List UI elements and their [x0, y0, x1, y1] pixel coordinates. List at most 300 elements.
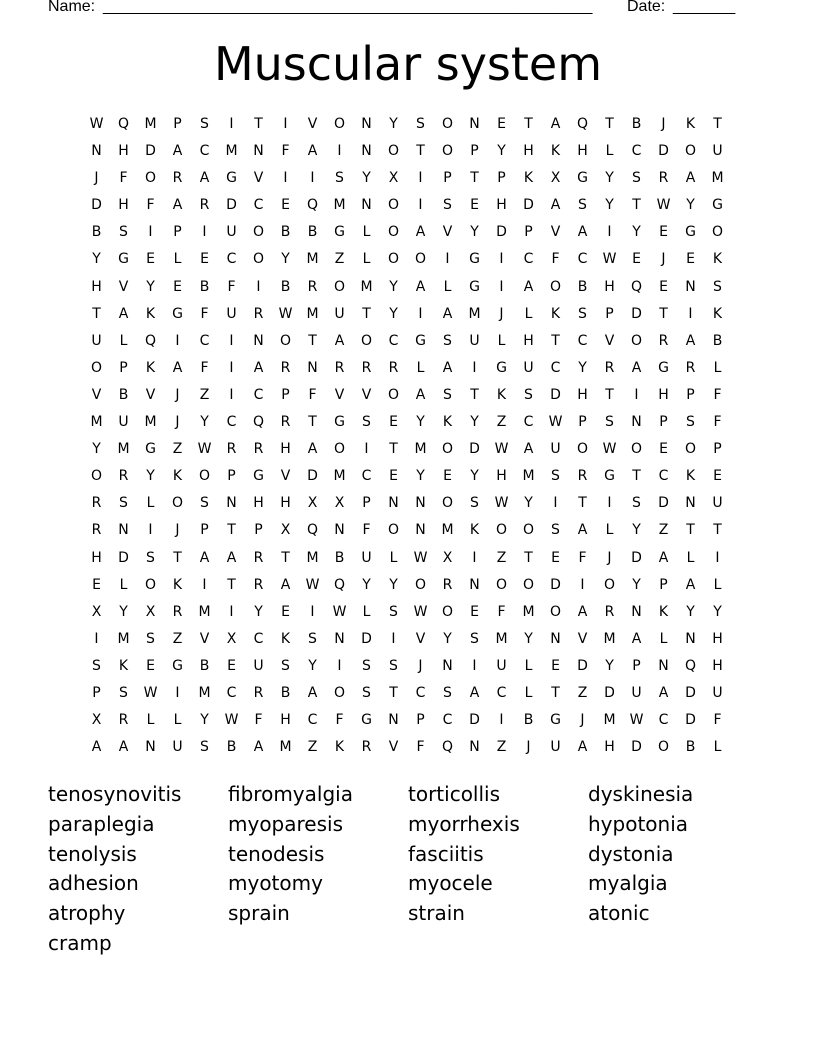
- grid-letter[interactable]: I: [499, 278, 504, 295]
- grid-letter[interactable]: E: [470, 603, 479, 620]
- grid-letter[interactable]: C: [631, 143, 642, 160]
- grid-letter[interactable]: H: [523, 143, 534, 160]
- grid-letter[interactable]: Y: [605, 197, 614, 214]
- grid-letter[interactable]: D: [577, 657, 588, 674]
- grid-letter[interactable]: U: [91, 332, 102, 349]
- grid-letter[interactable]: L: [362, 224, 371, 241]
- grid-letter[interactable]: I: [202, 576, 207, 593]
- grid-letter[interactable]: P: [443, 170, 452, 187]
- grid-letter[interactable]: Y: [119, 603, 128, 620]
- grid-letter[interactable]: E: [497, 116, 506, 132]
- grid-letter[interactable]: I: [499, 712, 504, 729]
- grid-letter[interactable]: R: [361, 359, 372, 376]
- grid-letter[interactable]: G: [658, 359, 669, 376]
- grid-letter[interactable]: V: [199, 630, 210, 647]
- grid-letter[interactable]: Z: [496, 739, 507, 756]
- grid-letter[interactable]: V: [118, 278, 129, 295]
- grid-letter[interactable]: I: [634, 386, 639, 403]
- grid-letter[interactable]: E: [227, 657, 236, 674]
- grid-letter[interactable]: Y: [578, 359, 587, 376]
- grid-letter[interactable]: Q: [252, 414, 265, 431]
- grid-letter[interactable]: C: [226, 414, 237, 431]
- grid-letter[interactable]: O: [522, 522, 535, 539]
- grid-letter[interactable]: F: [416, 739, 425, 756]
- grid-letter[interactable]: L: [713, 359, 722, 376]
- grid-letter[interactable]: L: [605, 143, 614, 160]
- grid-letter[interactable]: Y: [200, 414, 209, 431]
- grid-letter[interactable]: Y: [92, 251, 101, 268]
- grid-letter[interactable]: Y: [200, 712, 209, 729]
- grid-letter[interactable]: X: [145, 603, 156, 620]
- grid-letter[interactable]: Y: [470, 224, 479, 241]
- grid-letter[interactable]: T: [389, 441, 398, 458]
- grid-letter[interactable]: L: [146, 712, 155, 729]
- grid-letter[interactable]: S: [389, 603, 398, 620]
- grid-letter[interactable]: N: [361, 116, 372, 132]
- grid-letter[interactable]: F: [308, 386, 317, 403]
- grid-letter[interactable]: E: [92, 576, 101, 593]
- grid-letter[interactable]: O: [387, 197, 400, 214]
- grid-letter[interactable]: O: [603, 576, 616, 593]
- grid-letter[interactable]: N: [415, 495, 426, 512]
- grid-letter[interactable]: O: [684, 441, 697, 458]
- grid-letter[interactable]: I: [148, 522, 153, 539]
- grid-letter[interactable]: A: [199, 170, 210, 187]
- grid-letter[interactable]: Z: [577, 684, 588, 701]
- grid-letter[interactable]: L: [119, 332, 128, 349]
- grid-letter[interactable]: K: [496, 386, 507, 403]
- grid-letter[interactable]: I: [418, 170, 423, 187]
- grid-letter[interactable]: A: [172, 197, 183, 214]
- grid-letter[interactable]: K: [658, 603, 669, 620]
- grid-letter[interactable]: W: [278, 305, 293, 322]
- grid-letter[interactable]: Y: [308, 657, 317, 674]
- grid-letter[interactable]: S: [470, 495, 479, 512]
- grid-letter[interactable]: I: [229, 386, 234, 403]
- grid-letter[interactable]: I: [688, 305, 693, 322]
- grid-letter[interactable]: A: [253, 739, 264, 756]
- grid-letter[interactable]: A: [226, 549, 237, 566]
- grid-letter[interactable]: N: [415, 522, 426, 539]
- grid-letter[interactable]: N: [253, 143, 264, 160]
- grid-letter[interactable]: Q: [306, 522, 319, 539]
- grid-letter[interactable]: H: [604, 739, 615, 756]
- grid-letter[interactable]: R: [442, 576, 453, 593]
- grid-letter[interactable]: N: [631, 603, 642, 620]
- grid-letter[interactable]: R: [280, 359, 291, 376]
- grid-letter[interactable]: R: [361, 739, 372, 756]
- grid-letter[interactable]: N: [91, 143, 102, 160]
- grid-letter[interactable]: S: [713, 278, 722, 295]
- grid-letter[interactable]: O: [387, 386, 400, 403]
- grid-letter[interactable]: M: [117, 441, 130, 458]
- grid-letter[interactable]: I: [553, 495, 558, 512]
- grid-letter[interactable]: I: [229, 116, 234, 132]
- grid-letter[interactable]: L: [173, 251, 182, 268]
- grid-letter[interactable]: W: [305, 576, 320, 593]
- grid-letter[interactable]: H: [577, 143, 588, 160]
- grid-letter[interactable]: M: [306, 305, 319, 322]
- grid-letter[interactable]: I: [310, 603, 315, 620]
- grid-letter[interactable]: Y: [389, 305, 398, 322]
- grid-letter[interactable]: O: [495, 576, 508, 593]
- grid-letter[interactable]: G: [469, 278, 480, 295]
- grid-letter[interactable]: P: [686, 386, 695, 403]
- grid-letter[interactable]: U: [550, 739, 561, 756]
- grid-letter[interactable]: A: [415, 224, 426, 241]
- grid-letter[interactable]: X: [307, 495, 318, 512]
- grid-letter[interactable]: C: [226, 684, 237, 701]
- grid-letter[interactable]: Y: [524, 495, 533, 512]
- grid-letter[interactable]: H: [712, 657, 723, 674]
- grid-letter[interactable]: C: [658, 712, 669, 729]
- grid-letter[interactable]: A: [334, 332, 345, 349]
- grid-letter[interactable]: I: [472, 549, 477, 566]
- grid-letter[interactable]: S: [443, 386, 452, 403]
- grid-letter[interactable]: B: [280, 224, 291, 241]
- grid-letter[interactable]: S: [200, 495, 209, 512]
- grid-letter[interactable]: G: [361, 712, 372, 729]
- grid-letter[interactable]: F: [227, 278, 236, 295]
- grid-letter[interactable]: B: [91, 224, 102, 241]
- grid-letter[interactable]: A: [118, 305, 129, 322]
- grid-letter[interactable]: X: [226, 630, 237, 647]
- grid-letter[interactable]: E: [659, 224, 668, 241]
- grid-letter[interactable]: P: [92, 684, 101, 701]
- grid-letter[interactable]: D: [631, 549, 642, 566]
- grid-letter[interactable]: V: [442, 224, 453, 241]
- grid-letter[interactable]: B: [199, 278, 210, 295]
- grid-letter[interactable]: K: [523, 170, 534, 187]
- grid-letter[interactable]: L: [389, 549, 398, 566]
- grid-letter[interactable]: N: [631, 414, 642, 431]
- grid-letter[interactable]: K: [145, 305, 156, 322]
- grid-letter[interactable]: W: [548, 414, 563, 431]
- grid-letter[interactable]: S: [389, 657, 398, 674]
- grid-letter[interactable]: R: [91, 522, 102, 539]
- grid-letter[interactable]: M: [306, 251, 319, 268]
- grid-letter[interactable]: V: [550, 224, 561, 241]
- grid-letter[interactable]: E: [173, 278, 182, 295]
- name-field[interactable]: _______________________________________________________: [103, 0, 593, 15]
- grid-letter[interactable]: Q: [684, 657, 697, 674]
- grid-letter[interactable]: L: [362, 603, 371, 620]
- grid-letter[interactable]: Y: [443, 630, 452, 647]
- grid-letter[interactable]: O: [711, 224, 724, 241]
- grid-letter[interactable]: I: [607, 495, 612, 512]
- grid-letter[interactable]: Y: [389, 576, 398, 593]
- grid-letter[interactable]: G: [577, 170, 588, 187]
- grid-letter[interactable]: O: [333, 441, 346, 458]
- grid-letter[interactable]: G: [415, 332, 426, 349]
- grid-letter[interactable]: E: [551, 657, 560, 674]
- grid-letter[interactable]: O: [549, 603, 562, 620]
- grid-letter[interactable]: H: [280, 712, 291, 729]
- grid-letter[interactable]: T: [470, 386, 479, 403]
- grid-letter[interactable]: S: [362, 657, 371, 674]
- grid-letter[interactable]: C: [253, 197, 264, 214]
- grid-letter[interactable]: D: [469, 712, 480, 729]
- grid-letter[interactable]: F: [335, 712, 344, 729]
- grid-letter[interactable]: R: [253, 441, 264, 458]
- grid-letter[interactable]: M: [117, 630, 130, 647]
- grid-letter[interactable]: Q: [117, 116, 130, 132]
- grid-letter[interactable]: M: [441, 522, 454, 539]
- grid-letter[interactable]: U: [226, 305, 237, 322]
- grid-letter[interactable]: I: [148, 224, 153, 241]
- grid-letter[interactable]: B: [307, 224, 318, 241]
- grid-letter[interactable]: T: [578, 495, 587, 512]
- grid-letter[interactable]: Y: [389, 116, 398, 132]
- grid-letter[interactable]: O: [441, 143, 454, 160]
- grid-letter[interactable]: N: [550, 630, 561, 647]
- grid-letter[interactable]: S: [551, 468, 560, 485]
- grid-letter[interactable]: A: [550, 197, 561, 214]
- grid-letter[interactable]: S: [92, 657, 101, 674]
- grid-letter[interactable]: O: [576, 441, 589, 458]
- grid-letter[interactable]: C: [199, 143, 210, 160]
- grid-letter[interactable]: C: [577, 251, 588, 268]
- grid-letter[interactable]: M: [468, 305, 481, 322]
- grid-letter[interactable]: P: [659, 576, 668, 593]
- grid-letter[interactable]: A: [307, 441, 318, 458]
- grid-letter[interactable]: F: [254, 712, 263, 729]
- grid-letter[interactable]: Y: [686, 197, 695, 214]
- grid-letter[interactable]: E: [686, 251, 695, 268]
- grid-letter[interactable]: Y: [254, 603, 263, 620]
- grid-letter[interactable]: R: [334, 359, 345, 376]
- grid-letter[interactable]: X: [388, 170, 399, 187]
- grid-letter[interactable]: W: [332, 603, 347, 620]
- grid-letter[interactable]: T: [389, 684, 398, 701]
- grid-letter[interactable]: C: [523, 251, 534, 268]
- grid-letter[interactable]: C: [550, 359, 561, 376]
- grid-letter[interactable]: S: [200, 116, 209, 132]
- grid-letter[interactable]: T: [524, 549, 533, 566]
- grid-letter[interactable]: Q: [333, 576, 346, 593]
- grid-letter[interactable]: W: [602, 441, 617, 458]
- grid-letter[interactable]: O: [90, 359, 103, 376]
- grid-letter[interactable]: C: [307, 712, 318, 729]
- grid-letter[interactable]: T: [308, 332, 317, 349]
- grid-letter[interactable]: W: [494, 495, 509, 512]
- grid-letter[interactable]: D: [145, 143, 156, 160]
- grid-letter[interactable]: U: [712, 684, 723, 701]
- grid-letter[interactable]: C: [658, 468, 669, 485]
- grid-letter[interactable]: W: [143, 684, 158, 701]
- grid-letter[interactable]: D: [631, 739, 642, 756]
- grid-letter[interactable]: A: [442, 305, 453, 322]
- grid-letter[interactable]: D: [631, 305, 642, 322]
- grid-letter[interactable]: J: [580, 712, 585, 729]
- grid-letter[interactable]: K: [712, 305, 723, 322]
- grid-letter[interactable]: U: [253, 657, 264, 674]
- grid-letter[interactable]: Q: [144, 332, 157, 349]
- grid-letter[interactable]: F: [281, 143, 290, 160]
- grid-letter[interactable]: W: [494, 441, 509, 458]
- grid-letter[interactable]: M: [333, 197, 346, 214]
- grid-letter[interactable]: C: [388, 332, 399, 349]
- grid-letter[interactable]: S: [686, 414, 695, 431]
- grid-letter[interactable]: G: [604, 468, 615, 485]
- grid-letter[interactable]: Y: [524, 630, 533, 647]
- grid-letter[interactable]: R: [388, 359, 399, 376]
- grid-letter[interactable]: U: [631, 684, 642, 701]
- grid-letter[interactable]: T: [605, 386, 614, 403]
- grid-letter[interactable]: I: [445, 251, 450, 268]
- grid-letter[interactable]: T: [659, 305, 668, 322]
- grid-letter[interactable]: K: [172, 468, 183, 485]
- grid-letter[interactable]: P: [173, 116, 182, 132]
- grid-letter[interactable]: D: [658, 495, 669, 512]
- grid-letter[interactable]: N: [685, 630, 696, 647]
- grid-letter[interactable]: M: [603, 712, 616, 729]
- grid-letter[interactable]: I: [283, 116, 288, 132]
- grid-letter[interactable]: O: [630, 332, 643, 349]
- grid-letter[interactable]: M: [333, 468, 346, 485]
- grid-letter[interactable]: P: [200, 522, 209, 539]
- grid-letter[interactable]: E: [659, 278, 668, 295]
- grid-letter[interactable]: A: [577, 224, 588, 241]
- grid-letter[interactable]: B: [280, 278, 291, 295]
- grid-letter[interactable]: O: [333, 116, 346, 132]
- grid-letter[interactable]: J: [175, 522, 180, 539]
- grid-letter[interactable]: D: [469, 441, 480, 458]
- grid-letter[interactable]: H: [604, 278, 615, 295]
- grid-letter[interactable]: Y: [362, 576, 371, 593]
- grid-letter[interactable]: Y: [92, 441, 101, 458]
- grid-letter[interactable]: Y: [416, 414, 425, 431]
- grid-letter[interactable]: K: [280, 630, 291, 647]
- grid-letter[interactable]: A: [307, 684, 318, 701]
- grid-letter[interactable]: F: [551, 251, 560, 268]
- grid-letter[interactable]: I: [472, 359, 477, 376]
- grid-letter[interactable]: Y: [470, 468, 479, 485]
- grid-letter[interactable]: W: [656, 197, 671, 214]
- grid-letter[interactable]: B: [631, 116, 642, 132]
- grid-letter[interactable]: K: [334, 739, 345, 756]
- grid-letter[interactable]: T: [524, 116, 533, 132]
- grid-letter[interactable]: Y: [416, 468, 425, 485]
- grid-letter[interactable]: R: [199, 197, 210, 214]
- grid-letter[interactable]: G: [118, 251, 129, 268]
- grid-letter[interactable]: O: [252, 224, 265, 241]
- grid-letter[interactable]: O: [171, 495, 184, 512]
- grid-letter[interactable]: E: [146, 251, 155, 268]
- grid-letter[interactable]: L: [713, 576, 722, 593]
- grid-letter[interactable]: Y: [281, 251, 290, 268]
- grid-letter[interactable]: A: [280, 576, 291, 593]
- grid-letter[interactable]: T: [632, 197, 641, 214]
- grid-letter[interactable]: O: [333, 684, 346, 701]
- grid-letter[interactable]: L: [497, 332, 506, 349]
- grid-letter[interactable]: D: [523, 197, 534, 214]
- grid-letter[interactable]: A: [685, 576, 696, 593]
- grid-letter[interactable]: M: [306, 549, 319, 566]
- grid-letter[interactable]: O: [414, 576, 427, 593]
- grid-letter[interactable]: S: [146, 549, 155, 566]
- grid-letter[interactable]: N: [388, 712, 399, 729]
- grid-letter[interactable]: S: [551, 522, 560, 539]
- grid-letter[interactable]: N: [253, 332, 264, 349]
- grid-letter[interactable]: S: [632, 495, 641, 512]
- grid-letter[interactable]: D: [118, 549, 129, 566]
- grid-letter[interactable]: C: [361, 468, 372, 485]
- grid-letter[interactable]: I: [175, 332, 180, 349]
- grid-letter[interactable]: V: [604, 332, 615, 349]
- grid-letter[interactable]: I: [418, 197, 423, 214]
- grid-letter[interactable]: O: [360, 332, 373, 349]
- grid-letter[interactable]: M: [360, 278, 373, 295]
- grid-letter[interactable]: W: [197, 441, 212, 458]
- grid-letter[interactable]: T: [470, 170, 479, 187]
- grid-letter[interactable]: P: [713, 441, 722, 458]
- grid-letter[interactable]: H: [658, 386, 669, 403]
- grid-letter[interactable]: G: [685, 224, 696, 241]
- grid-letter[interactable]: H: [523, 332, 534, 349]
- grid-letter[interactable]: J: [175, 386, 180, 403]
- grid-letter[interactable]: T: [713, 522, 722, 539]
- grid-letter[interactable]: I: [391, 630, 396, 647]
- grid-letter[interactable]: E: [146, 657, 155, 674]
- grid-letter[interactable]: N: [469, 116, 480, 132]
- grid-letter[interactable]: O: [198, 468, 211, 485]
- grid-letter[interactable]: L: [362, 251, 371, 268]
- grid-letter[interactable]: L: [146, 495, 155, 512]
- grid-letter[interactable]: T: [92, 305, 101, 322]
- grid-letter[interactable]: I: [94, 630, 99, 647]
- grid-letter[interactable]: P: [632, 657, 641, 674]
- grid-letter[interactable]: O: [279, 332, 292, 349]
- grid-letter[interactable]: M: [198, 684, 211, 701]
- grid-letter[interactable]: X: [91, 603, 102, 620]
- grid-letter[interactable]: O: [387, 224, 400, 241]
- grid-letter[interactable]: S: [119, 495, 128, 512]
- grid-letter[interactable]: X: [280, 522, 291, 539]
- grid-letter[interactable]: O: [252, 251, 265, 268]
- grid-letter[interactable]: Y: [632, 224, 641, 241]
- grid-letter[interactable]: P: [524, 224, 533, 241]
- grid-letter[interactable]: J: [661, 251, 666, 268]
- grid-letter[interactable]: T: [416, 143, 425, 160]
- grid-letter[interactable]: I: [364, 441, 369, 458]
- grid-letter[interactable]: C: [577, 332, 588, 349]
- grid-letter[interactable]: C: [496, 684, 507, 701]
- grid-letter[interactable]: A: [91, 739, 102, 756]
- grid-letter[interactable]: J: [607, 549, 612, 566]
- grid-letter[interactable]: H: [280, 441, 291, 458]
- grid-letter[interactable]: K: [550, 305, 561, 322]
- grid-letter[interactable]: C: [226, 251, 237, 268]
- grid-letter[interactable]: Y: [605, 657, 614, 674]
- grid-letter[interactable]: M: [711, 170, 724, 187]
- grid-letter[interactable]: A: [172, 143, 183, 160]
- grid-letter[interactable]: F: [362, 522, 371, 539]
- grid-letter[interactable]: B: [334, 549, 345, 566]
- grid-letter[interactable]: S: [632, 170, 641, 187]
- grid-letter[interactable]: Z: [307, 739, 318, 756]
- grid-letter[interactable]: P: [362, 495, 371, 512]
- grid-letter[interactable]: R: [253, 576, 264, 593]
- grid-letter[interactable]: A: [442, 359, 453, 376]
- grid-letter[interactable]: N: [388, 495, 399, 512]
- grid-letter[interactable]: K: [685, 116, 696, 132]
- grid-letter[interactable]: K: [442, 414, 453, 431]
- grid-letter[interactable]: O: [387, 251, 400, 268]
- grid-letter[interactable]: R: [253, 684, 264, 701]
- grid-letter[interactable]: M: [522, 468, 535, 485]
- grid-letter[interactable]: O: [90, 468, 103, 485]
